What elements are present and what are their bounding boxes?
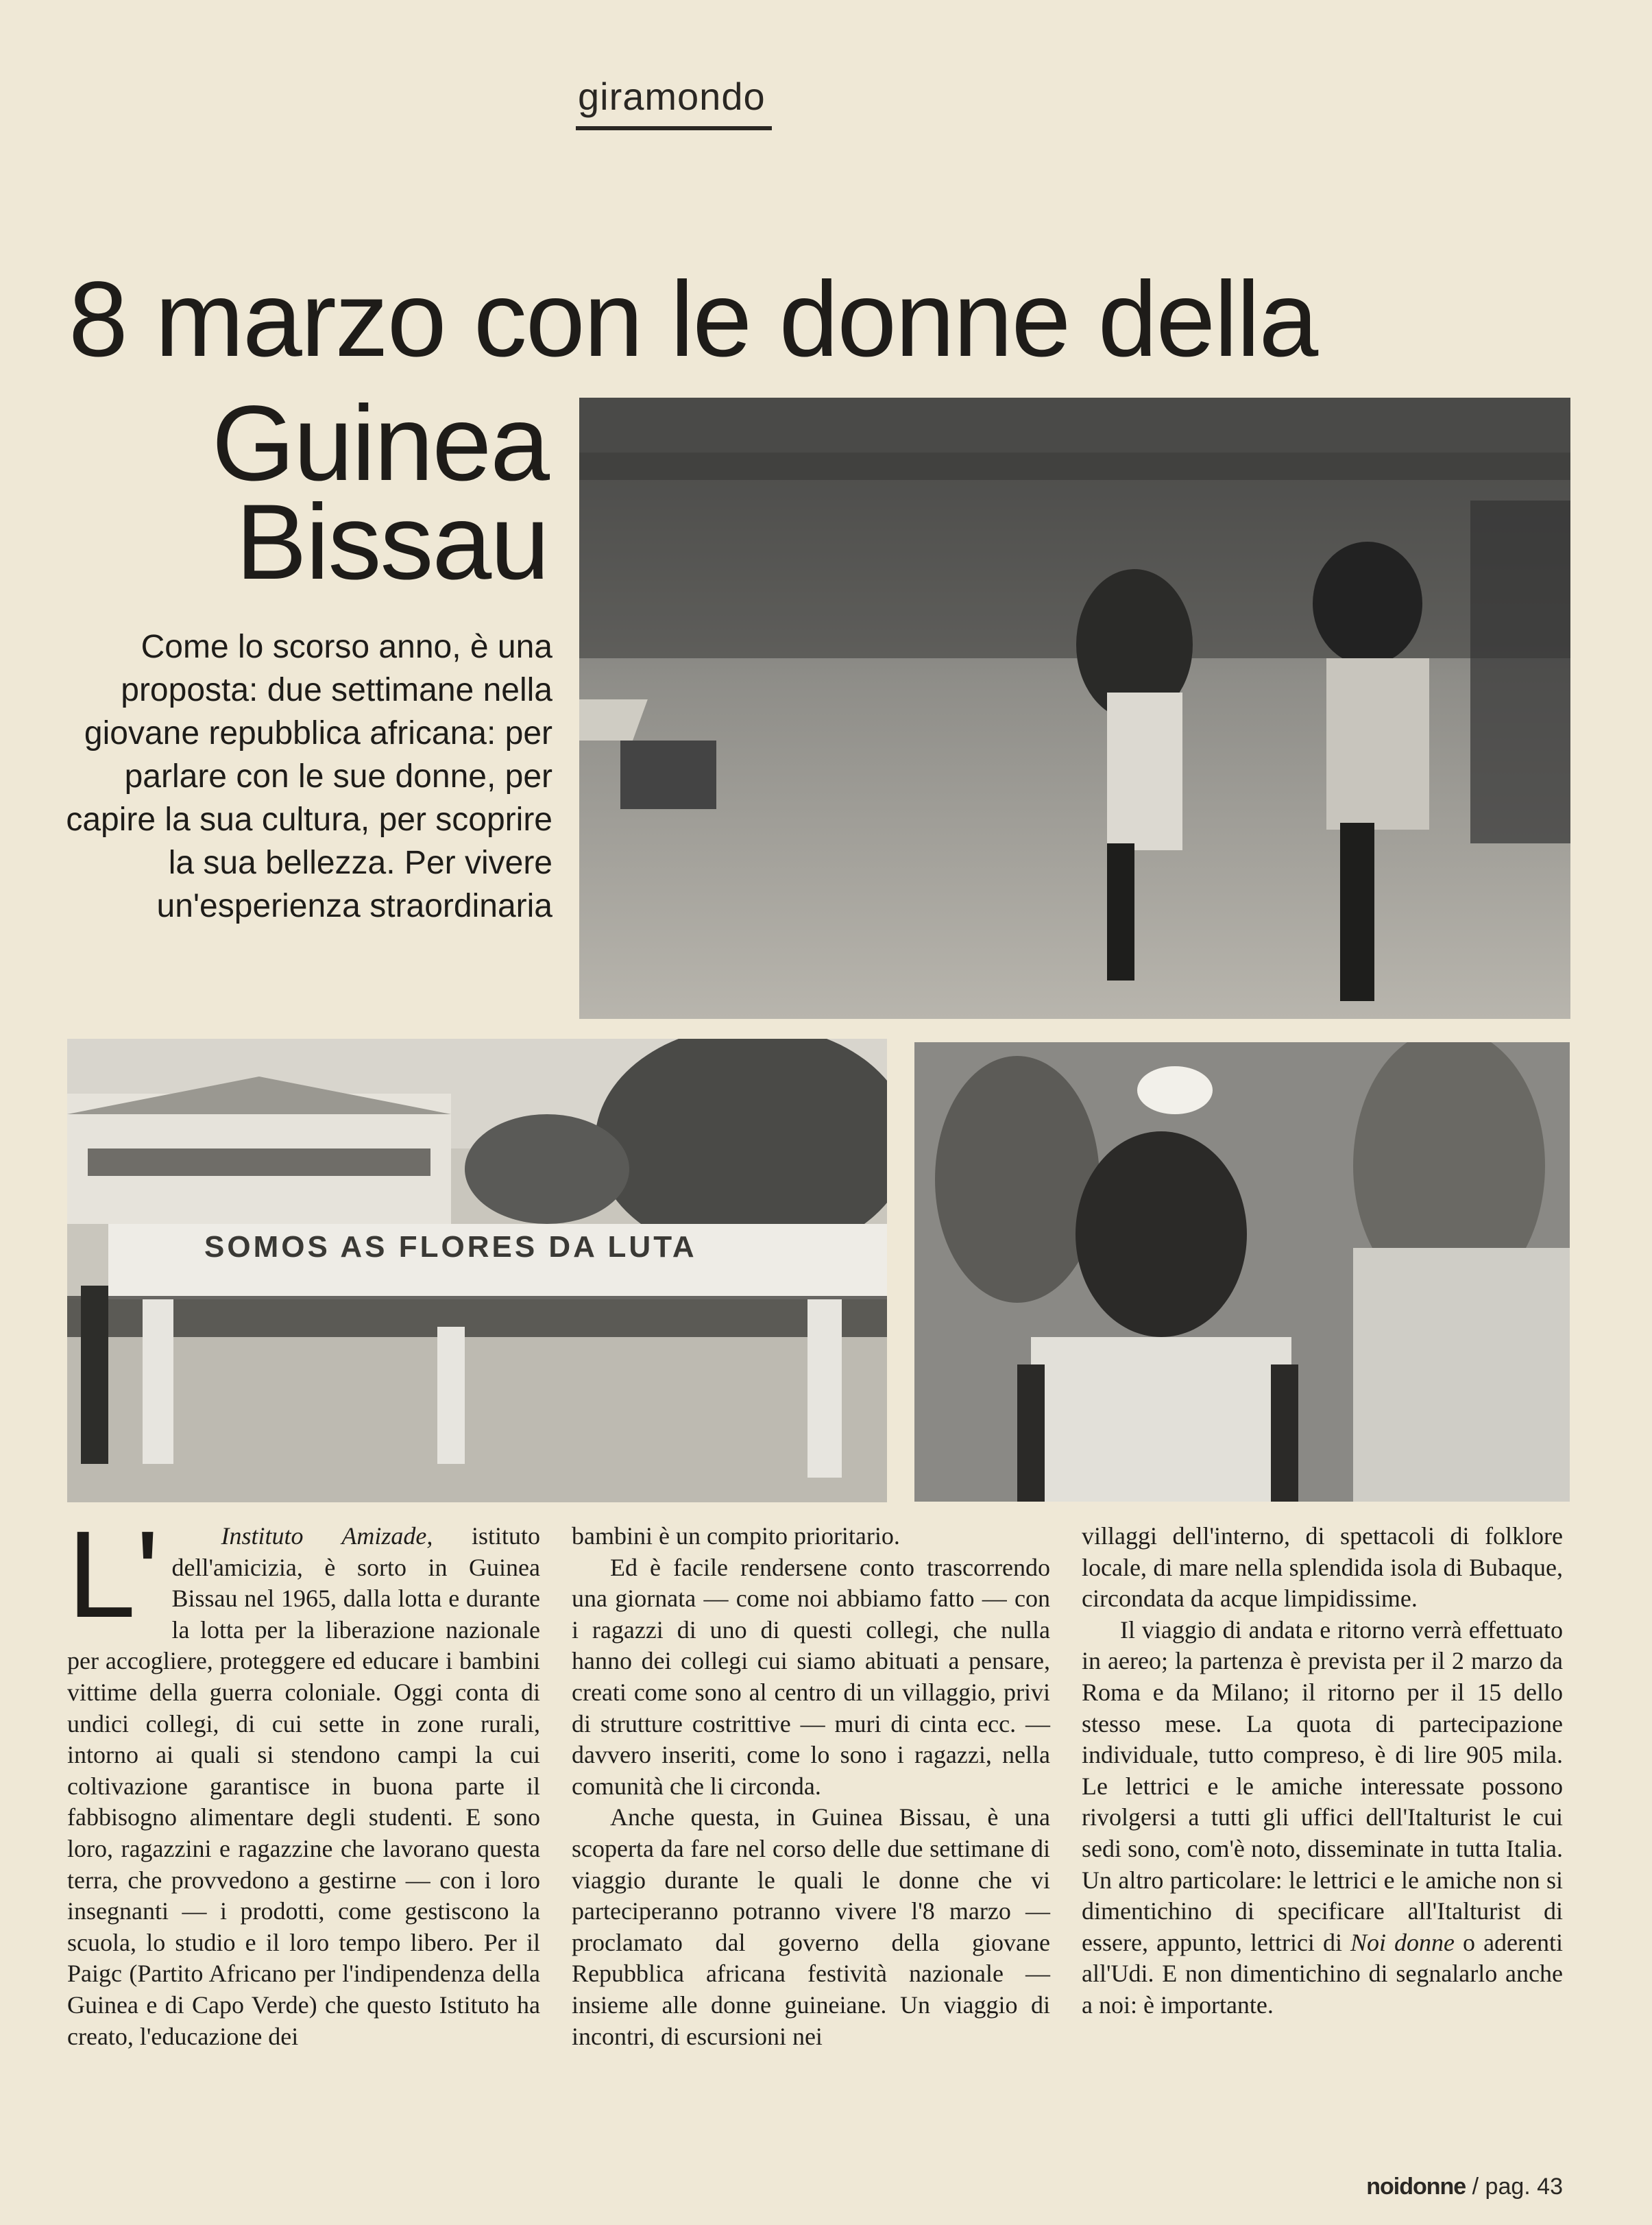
banner-text: SOMOS AS FLORES DA LUTA bbox=[204, 1230, 697, 1264]
headline-line-3: Bissau bbox=[235, 482, 548, 602]
photo-dancing-children bbox=[579, 398, 1570, 1019]
photo-parade bbox=[67, 1039, 887, 1502]
institute-name: Instituto Amizade, bbox=[221, 1522, 433, 1550]
photo-girl-portrait bbox=[914, 1042, 1570, 1502]
page-footer bbox=[1366, 2174, 1563, 2200]
page-number: / pag. 43 bbox=[1472, 2174, 1563, 2200]
magazine-logo: noidonne bbox=[1366, 2174, 1466, 2200]
headline-line-2: Guinea bbox=[211, 384, 548, 503]
column-3-paragraph-1: Il viaggio di andata e ritorno verrà effettuato in aereo; la partenza è prevista per il 2 marzo da Roma e da Milano; il ritorno per il 15 dello stesso mese. La quota di partecipazione individuale, tutto compreso, è di lire 905 mila. Le lettrici e le amiche interessate possono rivolgersi a tutti gli uffici dell'Italturist le cui sedi sono, com'è noto, disseminate in tutta Italia. Un altro particolare: le lettrici e le amiche non si dimentichino di specificare all'Italturist di essere, appunto, lettrici di bbox=[1082, 1615, 1563, 1956]
drop-cap: L' bbox=[67, 1506, 160, 1644]
section-label: giramondo bbox=[578, 75, 766, 118]
article-column-3 bbox=[1082, 1521, 1563, 2021]
headline-line-1: 8 marzo con le donne della bbox=[69, 260, 1317, 379]
column-3-continuation: villaggi dell'interno, di spettacoli di folklore locale, di mare nella splendida isola di Bubaque, circondata da acque limpidissime. bbox=[1082, 1522, 1563, 1613]
article-column-2 bbox=[572, 1521, 1050, 2052]
article-column-1 bbox=[67, 1506, 540, 2052]
column-1-text: istituto dell'amicizia, è sorto in Guinea Bissau nel 1965, dalla lotta e durante la lotta per la liberazione nazionale per accogliere, proteggere ed educare i bambini vittime della guerra coloniale. Oggi conta di undici collegi, di cui sette in zone rurali, intorno ai quali si stendono campi la cui coltivazione garantisce in buona parte il fabbisogno alimentare degli studenti. E sono loro, ragazzini e ragazzine che lavorano questa terra, che provvedono a gestirne — con i loro insegnanti — i prodotti, come gestiscono la scuola, lo studio e il loro tempo libero. Per il Paigc (Partito Africano per l'indipendenza della Guinea e di Capo Verde) che questo Istituto ha creato, l'educazione dei bbox=[67, 1522, 540, 2050]
column-2-paragraph-2: Anche questa, in Guinea Bissau, è una scoperta da fare nel corso delle due settimane di viaggio durante le quali le donne che vi parteciperanno potranno vivere l'8 marzo — proclamato dal governo della giovane Repubblica africana festività nazionale — insieme alle donne guineiane. Un viaggio di incontri, di escursioni nei bbox=[572, 1803, 1050, 2050]
headline-place bbox=[211, 384, 548, 602]
column-2-continuation: bambini è un compito prioritario. bbox=[572, 1522, 900, 1550]
magazine-reference: Noi donne bbox=[1350, 1928, 1455, 1956]
column-3-paragraph-1-end: o aderenti all'Udi. E non dimentichino di segnalarlo anche a noi: è importante. bbox=[1082, 1928, 1563, 2019]
lead-paragraph: Come lo scorso anno, è una proposta: due settimane nella giovane repubblica africana: per parlare con le sue donne, per capire la sua cultura, per scoprire la sua bellezza. Per vivere un'esperienza straordinaria bbox=[66, 629, 552, 924]
column-2-paragraph-1: Ed è facile rendersene conto trascorrendo una giornata — come noi abbiamo fatto — con i ragazzi di uno di questi collegi, che nulla hanno dei collegi cui siamo abituati a pensare, creati come sono al centro di un villaggio, privi di strutture costrittive — muri di cinta ecc. — davvero inseriti, come lo sono i ragazzi, nella comunità che li circonda. bbox=[572, 1553, 1050, 1800]
section-underline bbox=[576, 126, 772, 130]
